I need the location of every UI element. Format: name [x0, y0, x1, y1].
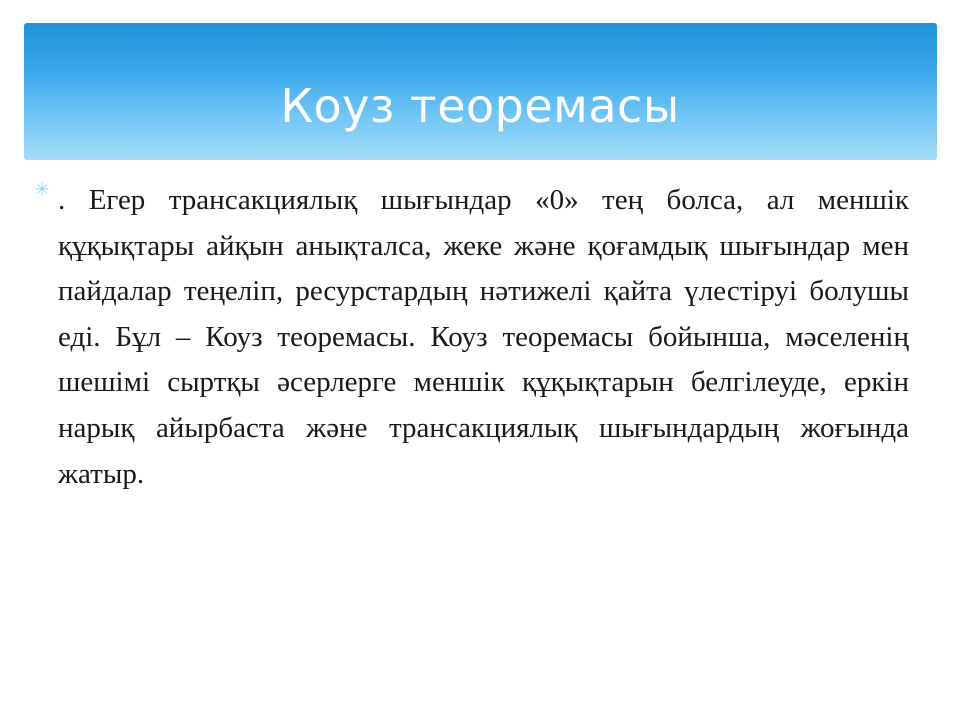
slide-title: Коуз теоремасы	[280, 79, 680, 133]
asterisk-bullet-icon: ✳	[35, 180, 50, 200]
slide-body-text: . Егер трансакциялық шығындар «0» тең болса, ал меншік құқықтары айқын анықталса, жеке және қоғамдық шығындар мен пайдалар теңеліп, ресурстардың нәтижелі қайта үлестіруі болушы еді. Бұл – Коуз теоремасы. Коуз теоремасы бойынша, мәселенің шешімі сыртқы әсерлерге меншік құқықтарын белгілеуде, еркін нарық айырбаста және трансакциялық шығындардың жоғында жатыр.	[58, 184, 909, 490]
